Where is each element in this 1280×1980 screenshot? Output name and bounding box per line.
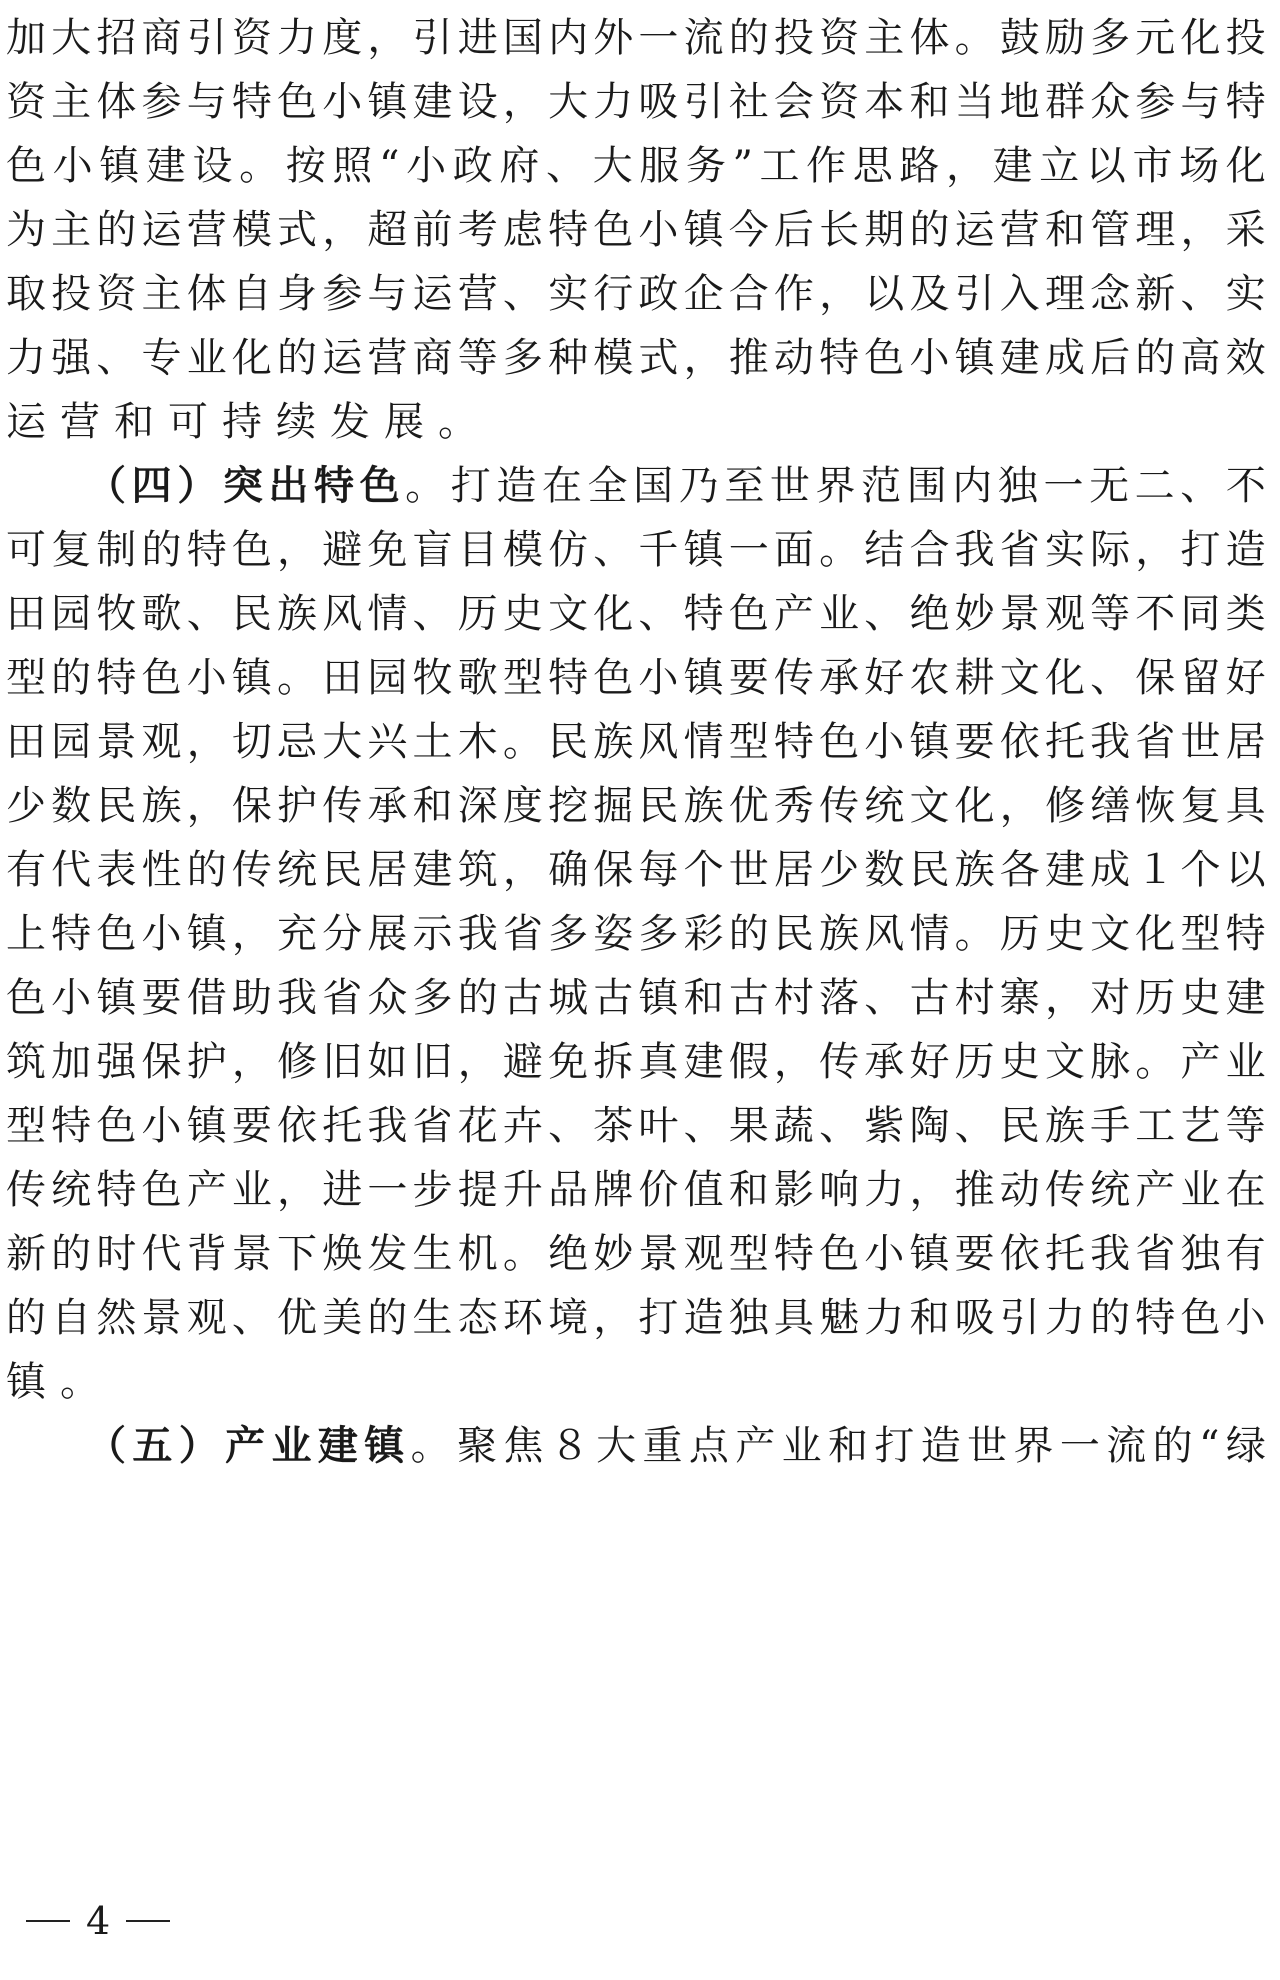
text-line: 加 大 招 商 引 资 力 度 ， 引 进 国 内 外 一 流 的 投 资 主 体 。 鼓 励 多 元 化 投 — [6, 15, 1266, 61]
text-line: 上 特 色 小 镇 ， 充 分 展 示 我 省 多 姿 多 彩 的 民 族 风 情 。 历 史 文 化 型 特 — [6, 911, 1266, 957]
text-line: 力 强 、 专 业 化 的 运 营 商 等 多 种 模 式 ， 推 动 特 色 小 镇 建 成 后 的 高 效 — [6, 335, 1266, 381]
page-number: 4 — [86, 1899, 111, 1943]
text-line: （ 五 ） 产 业 建 镇 。 聚 焦 ８ 大 重 点 产 业 和 打 造 世 界 一 流 的 “ 绿 — [86, 1422, 1266, 1469]
text-line: 色 小 镇 要 借 助 我 省 众 多 的 古 城 古 镇 和 古 村 落 、 古 村 寨 ， 对 历 史 建 — [6, 975, 1266, 1021]
text-line: 田 园 景 观 ， 切 忌 大 兴 土 木 。 民 族 风 情 型 特 色 小 镇 要 依 托 我 省 世 居 — [6, 719, 1266, 765]
text-line-content: 镇。 — [6, 1359, 114, 1405]
text-line: 型 特 色 小 镇 要 依 托 我 省 花 卉 、 茶 叶 、 果 蔬 、 紫 陶 、 民 族 手 工 艺 等 — [6, 1103, 1266, 1149]
footer-dash-right — [126, 1920, 170, 1922]
text-line: 资 主 体 参 与 特 色 小 镇 建 设 ， 大 力 吸 引 社 会 资 本 和 当 地 群 众 参 与 特 — [6, 79, 1266, 125]
text-line-content: 运营和可持续发展。 — [6, 399, 492, 445]
text-line: 筑 加 强 保 护 ， 修 旧 如 旧 ， 避 免 拆 真 建 假 ， 传 承 好 历 史 文 脉 。 产 业 — [6, 1039, 1266, 1085]
text-line: 的 自 然 景 观 、 优 美 的 生 态 环 境 ， 打 造 独 具 魅 力 和 吸 引 力 的 特 色 小 — [6, 1295, 1266, 1341]
text-line: 色 小 镇 建 设 。 按 照 “ 小 政 府 、 大 服 务 ” 工 作 思 路 ， 建 立 以 市 场 化 — [6, 143, 1266, 189]
text-line: 少 数 民 族 ， 保 护 传 承 和 深 度 挖 掘 民 族 优 秀 传 统 文 化 ， 修 缮 恢 复 具 — [6, 783, 1266, 829]
text-line: 新 的 时 代 背 景 下 焕 发 生 机 。 绝 妙 景 观 型 特 色 小 镇 要 依 托 我 省 独 有 — [6, 1231, 1266, 1277]
text-line: 有 代 表 性 的 传 统 民 居 建 筑 ， 确 保 每 个 世 居 少 数 民 族 各 建 成 １ 个 以 — [6, 847, 1266, 893]
footer-dash-left — [26, 1920, 70, 1922]
text-line — [6, 392, 1266, 452]
page-footer — [26, 1896, 170, 1946]
text-line: 田 园 牧 歌 、 民 族 风 情 、 历 史 文 化 、 特 色 产 业 、 绝 妙 景 观 等 不 同 类 — [6, 591, 1266, 637]
text-line: 取 投 资 主 体 自 身 参 与 运 营 、 实 行 政 企 合 作 ， 以 及 引 入 理 念 新 、 实 — [6, 271, 1266, 317]
text-line: 型 的 特 色 小 镇 。 田 园 牧 歌 型 特 色 小 镇 要 传 承 好 农 耕 文 化 、 保 留 好 — [6, 655, 1266, 701]
text-line: 可 复 制 的 特 色 ， 避 免 盲 目 模 仿 、 千 镇 一 面 。 结 合 我 省 实 际 ， 打 造 — [6, 527, 1266, 573]
text-line — [6, 1352, 1266, 1412]
text-line: 为 主 的 运 营 模 式 ， 超 前 考 虑 特 色 小 镇 今 后 长 期 的 运 营 和 管 理 ， 采 — [6, 207, 1266, 253]
text-line: 传 统 特 色 产 业 ， 进 一 步 提 升 品 牌 价 值 和 影 响 力 ， 推 动 传 统 产 业 在 — [6, 1167, 1266, 1213]
text-line: （ 四 ） 突 出 特 色 。 打 造 在 全 国 乃 至 世 界 范 围 内 独 一 无 二 、 不 — [86, 462, 1266, 509]
